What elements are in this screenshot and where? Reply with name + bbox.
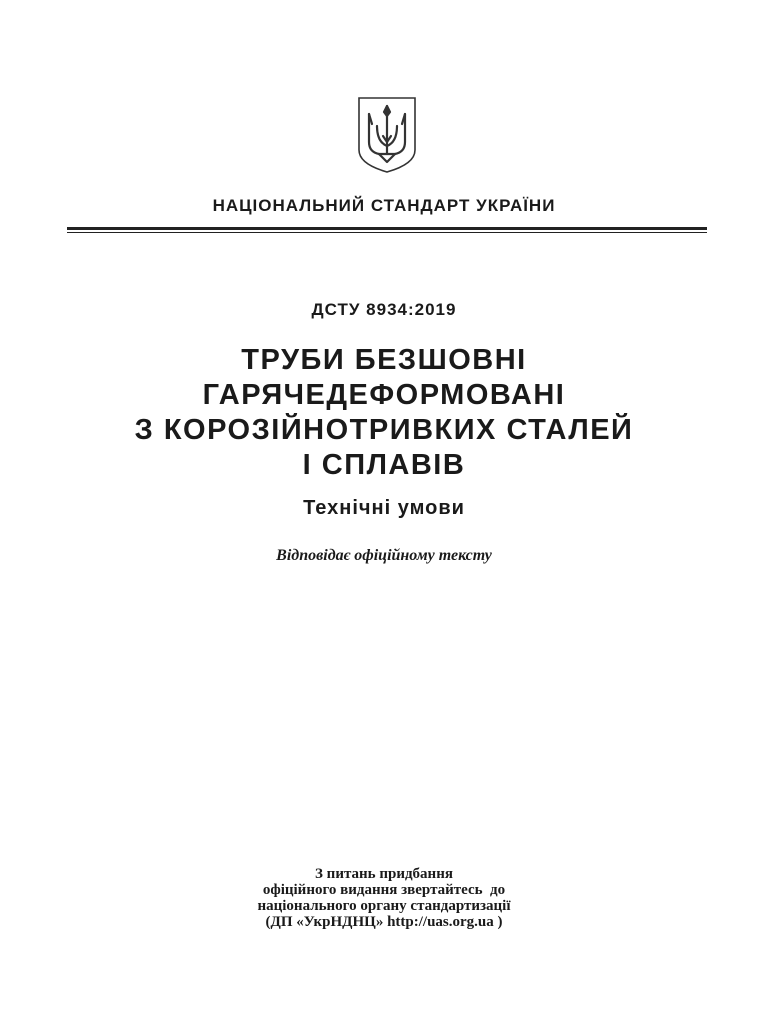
- trident-emblem-icon: [357, 96, 417, 174]
- purchase-info-line: З питань придбання: [315, 866, 453, 882]
- document-subtitle: Технічні умови: [303, 497, 465, 519]
- document-title: [40, 343, 728, 483]
- document-title-line: ТРУБИ БЕЗШОВНІ: [241, 344, 527, 376]
- official-text-note: Відповідає офіційному тексту: [276, 547, 492, 564]
- header-rule-thin: [67, 232, 707, 233]
- purchase-info-line: офіційного видання звертайтесь до: [262, 882, 506, 898]
- national-standard-label: НАЦІОНАЛЬНИЙ СТАНДАРТ УКРАЇНИ: [212, 196, 556, 215]
- purchase-info-line: (ДП «УкрНДНЦ» http://uas.org.ua ): [265, 914, 503, 930]
- document-title-line: І СПЛАВІВ: [302, 449, 466, 481]
- purchase-info: [0, 866, 768, 930]
- header-rule-thick: [67, 227, 707, 230]
- document-title-line: З КОРОЗІЙНОТРИВКИХ СТАЛЕЙ: [134, 414, 634, 446]
- document-title-line: ГАРЯЧЕДЕФОРМОВАНІ: [202, 379, 566, 411]
- document-number: ДСТУ 8934:2019: [311, 300, 457, 319]
- purchase-info-line: національного органу стандартизації: [257, 898, 511, 914]
